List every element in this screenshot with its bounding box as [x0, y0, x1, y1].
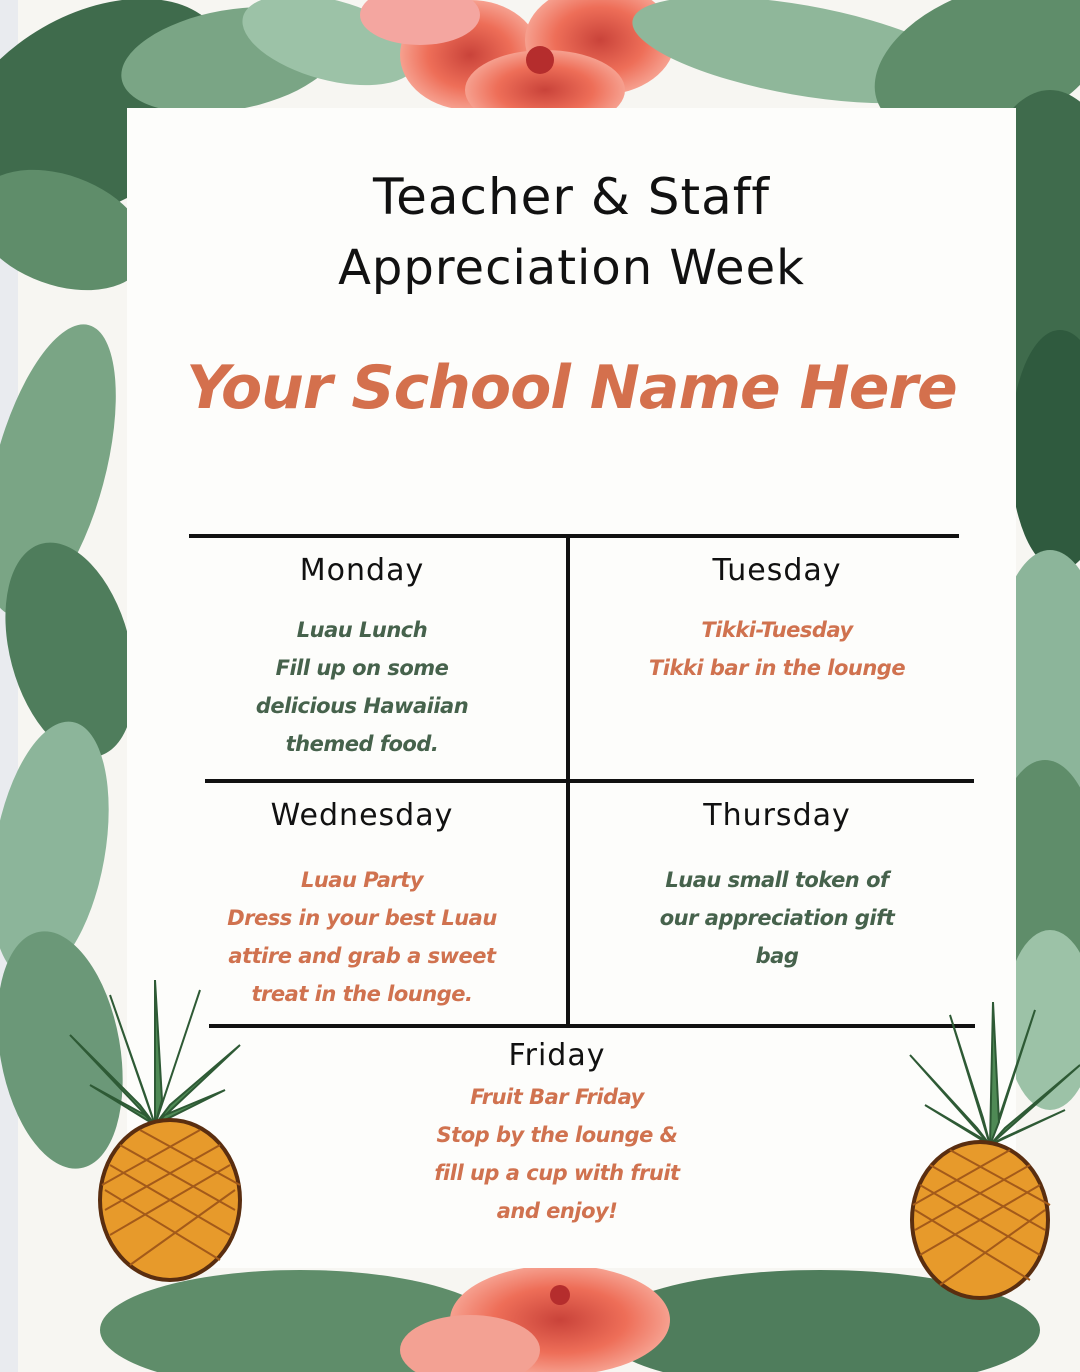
tuesday-description [617, 611, 937, 687]
wednesday-title: Wednesday [270, 798, 454, 833]
monday-line: Fill up on some [275, 656, 449, 680]
pineapple-right-icon [895, 1000, 1080, 1300]
friday-title: Friday [508, 1038, 606, 1073]
monday-title: Monday [299, 553, 425, 588]
pineapple-left-icon [50, 975, 260, 1285]
flyer-title-line-2: Appreciation Week [338, 240, 805, 296]
wednesday-line: treat in the lounge. [251, 982, 473, 1006]
wednesday-line: attire and grab a sweet [228, 944, 496, 968]
flyer-title-line-1: Teacher & Staff [373, 168, 770, 226]
thursday-line: bag [755, 944, 799, 968]
wednesday-line: Luau Party [300, 868, 424, 892]
monday-description [207, 611, 517, 763]
thursday-description [617, 861, 937, 975]
friday-description [402, 1078, 712, 1230]
tuesday-line: Tikki-Tuesday [701, 618, 853, 642]
thursday-line: our appreciation gift [659, 906, 895, 930]
school-name: Your School Name Here [186, 353, 957, 423]
thursday-title: Thursday [703, 798, 851, 833]
tuesday-line: Tikki bar in the lounge [648, 656, 906, 680]
tuesday-title: Tuesday [712, 553, 842, 588]
flyer-card [127, 108, 1016, 1268]
monday-line: Luau Lunch [296, 618, 428, 642]
thursday-line: Luau small token of [665, 868, 889, 892]
friday-line: and enjoy! [496, 1199, 618, 1223]
friday-line: Fruit Bar Friday [470, 1085, 644, 1109]
friday-line: Stop by the lounge & [436, 1123, 678, 1147]
wednesday-line: Dress in your best Luau [227, 906, 497, 930]
monday-line: delicious Hawaiian [255, 694, 469, 718]
monday-line: themed food. [285, 732, 439, 756]
friday-line: fill up a cup with fruit [434, 1161, 680, 1185]
